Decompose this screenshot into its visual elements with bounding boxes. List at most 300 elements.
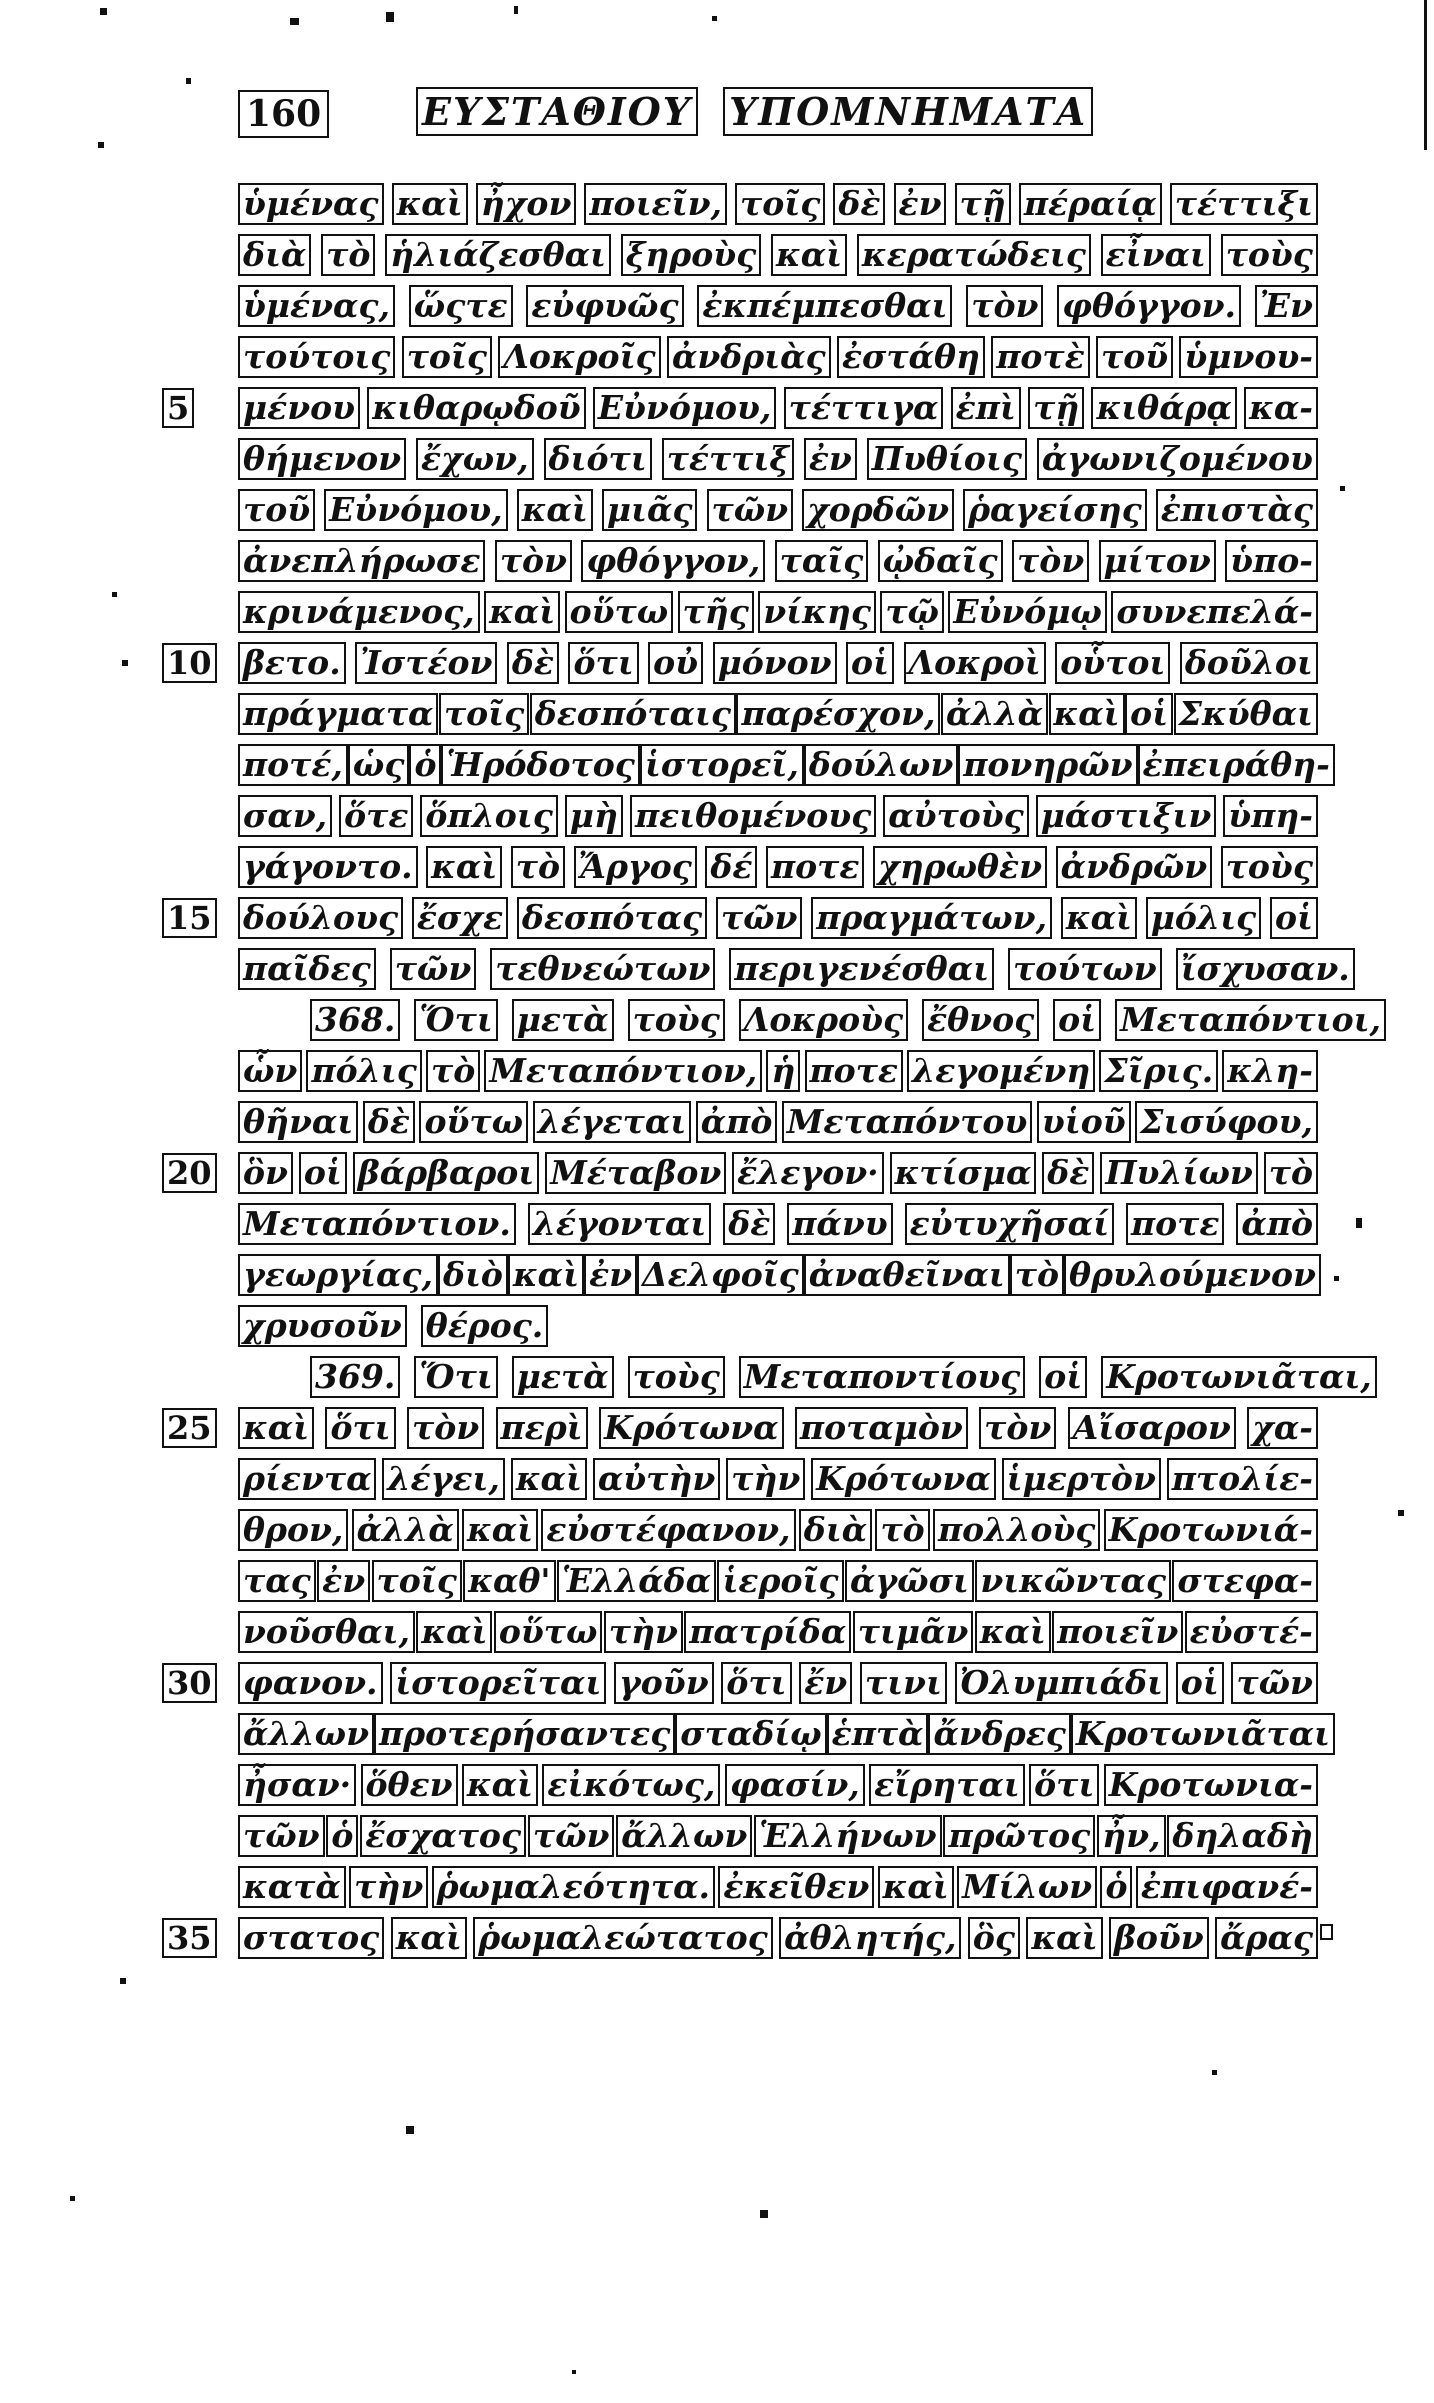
word: ἄλλων [616, 1815, 752, 1857]
word: οὕτω [419, 1101, 528, 1143]
word: ἐν [804, 438, 857, 480]
word: φθόγγον, [581, 540, 765, 582]
word: ἱστορεῖται [390, 1662, 606, 1704]
word: διὰ [238, 234, 311, 276]
word: ἀναθεῖναι [804, 1254, 1010, 1296]
word: φασίν, [725, 1764, 865, 1806]
word: βάρβαροι [353, 1152, 540, 1194]
text-line [238, 280, 1318, 331]
word: βοῦν [1109, 1917, 1209, 1959]
word: ὑμένας, [238, 285, 395, 327]
word: κτίσμα [890, 1152, 1037, 1194]
word: υἱοῦ [1037, 1101, 1131, 1143]
word: νικῶντας [975, 1560, 1171, 1602]
word: Μεταποντίους [739, 1356, 1025, 1398]
word: ἀλλὰ [352, 1509, 459, 1551]
word: τὸ [321, 234, 375, 276]
word: ξηροὺς [621, 234, 762, 276]
word: δούλους [238, 897, 403, 939]
word: τέττιξι [1170, 183, 1318, 225]
word: ἐν [317, 1560, 370, 1602]
scan-speck [1320, 1924, 1333, 1940]
text-line [238, 1504, 1318, 1555]
word: χα- [1247, 1407, 1318, 1449]
word: στατος [238, 1917, 384, 1959]
word: καὶ [1026, 1917, 1102, 1959]
word: πέραίᾳ [1019, 183, 1162, 225]
word: τῇ [955, 183, 1011, 225]
word: ἀπὸ [696, 1101, 778, 1143]
running-head [416, 90, 1103, 134]
word: τὴν [349, 1866, 428, 1908]
word: τῶν [528, 1815, 615, 1857]
text-line [238, 1708, 1330, 1759]
word: καὶ [462, 1764, 538, 1806]
word: ὡς [348, 744, 410, 786]
word: μόλις [1146, 897, 1261, 939]
word: μετὰ [512, 999, 614, 1041]
word: τῶν [716, 897, 803, 939]
word: ἄλλων [238, 1713, 374, 1755]
scan-speck [1340, 486, 1345, 491]
word: ποτὲ [991, 336, 1089, 378]
word: ὁ [409, 744, 441, 786]
word: καὶ [517, 489, 593, 531]
word: ἀγωνιζομένου [1037, 438, 1318, 480]
word: τας [238, 1560, 316, 1602]
word: δεσπότας [517, 897, 707, 939]
word: μένου [238, 387, 360, 429]
word: καὶ [511, 1458, 587, 1500]
text-line [238, 229, 1318, 280]
word: Σῖρις. [1099, 1050, 1218, 1092]
word: ἀλλὰ [941, 693, 1048, 735]
word: βετο. [238, 642, 346, 684]
word: συνεπελά- [1111, 591, 1318, 633]
word: τοῖς [372, 1560, 462, 1602]
word: πολλοὺς [933, 1509, 1100, 1551]
word: οὕτω [565, 591, 674, 633]
word: φανον. [238, 1662, 383, 1704]
word: ὅτι [1029, 1764, 1099, 1806]
text-line [238, 1759, 1318, 1810]
word: λέγεται [533, 1101, 692, 1143]
word: Ἰστέον [355, 642, 497, 684]
word: ἀνδρῶν [1056, 846, 1213, 888]
word: ἐπειράθη- [1138, 744, 1335, 786]
word: τινι [860, 1662, 947, 1704]
word: φθόγγον. [1057, 285, 1241, 327]
word: ὥςτε [409, 285, 513, 327]
word: Ὀλυμπιάδι [955, 1662, 1168, 1704]
word: δὲ [833, 183, 885, 225]
scan-speck [100, 8, 107, 15]
word: ποτε [805, 1050, 903, 1092]
word: Μέταβον [545, 1152, 726, 1194]
word: τοῖς [735, 183, 825, 225]
word: εὐτυχῆσαί [905, 1203, 1114, 1245]
word: ἦσαν· [238, 1764, 356, 1806]
word: ποτε [1126, 1203, 1224, 1245]
line-number: 20 [162, 1153, 217, 1193]
word: αὐτοὺς [883, 795, 1029, 837]
word: παῖδες [238, 948, 376, 990]
text-line [238, 586, 1318, 637]
word: οὗτοι [1055, 642, 1170, 684]
scan-speck [386, 12, 394, 22]
text-line [238, 1045, 1318, 1096]
word: ἄνδρες [928, 1713, 1070, 1755]
word: τοὺς [1221, 846, 1318, 888]
word: ἐστάθη [837, 336, 985, 378]
word: τὸν [495, 540, 572, 582]
word: τῶν [707, 489, 794, 531]
word: ὅθεν [361, 1764, 458, 1806]
page-header [238, 90, 1318, 142]
word: δὲ [507, 642, 559, 684]
word: Μεταπόντιοι, [1115, 999, 1386, 1041]
scan-speck [514, 6, 518, 14]
word: τῶν [1231, 1662, 1318, 1704]
word: οἱ [1176, 1662, 1224, 1704]
word: θήμενον [238, 438, 406, 480]
word: ἔσχε [412, 897, 508, 939]
word: οἱ [1125, 693, 1173, 735]
word: θρον, [238, 1509, 348, 1551]
word: ποτε [766, 846, 864, 888]
word: τῷ [880, 591, 944, 633]
word: κερατώδεις [857, 234, 1091, 276]
word: ὑμνου- [1179, 336, 1318, 378]
word: ἑπτὰ [827, 1713, 929, 1755]
word: Κροτωνιά- [1104, 1509, 1318, 1551]
text-line [167, 382, 1318, 433]
word: κα- [1244, 387, 1318, 429]
text-line [167, 1402, 1318, 1453]
text-line [238, 484, 1318, 535]
word: τέττιξ [662, 438, 794, 480]
word: Πυθίοις [867, 438, 1027, 480]
word: ἐν [584, 1254, 637, 1296]
word: θέρος. [421, 1305, 549, 1347]
word: Ἐν [1255, 285, 1318, 327]
word: ὅτε [339, 795, 413, 837]
word: καὶ [975, 1611, 1051, 1653]
word: δὲ [1042, 1152, 1094, 1194]
word: οἱ [846, 642, 894, 684]
word: καὶ [508, 1254, 584, 1296]
text-line [238, 688, 1318, 739]
word: γεωργίας, [238, 1254, 438, 1296]
word: γοῦν [614, 1662, 714, 1704]
word: μόνον [713, 642, 837, 684]
scan-speck [1212, 2070, 1217, 2075]
word: ἱστορεῖ, [640, 744, 804, 786]
word: τοῖς [402, 336, 492, 378]
word: οὐ [648, 642, 703, 684]
word: κατὰ [238, 1866, 346, 1908]
word: ἐν [894, 183, 947, 225]
word: πονηρῶν [958, 744, 1137, 786]
word: ἔν [799, 1662, 852, 1704]
text-line [238, 433, 1318, 484]
text-line [167, 1147, 1318, 1198]
word: γάγοντο. [238, 846, 418, 888]
scan-speck [406, 2126, 414, 2134]
scan-speck [290, 18, 299, 25]
word: ἀνδριὰς [667, 336, 831, 378]
word: δεσπόταις [530, 693, 736, 735]
word: ἔσχατος [360, 1815, 526, 1857]
word: τοὺς [628, 1356, 725, 1398]
word: ἀνεπλήρωσε [238, 540, 485, 582]
word: τοῖς [439, 693, 529, 735]
scan-speck [1334, 1276, 1339, 1281]
word: τῇ [1028, 387, 1084, 429]
text-line [238, 1351, 1372, 1402]
word: πτολίε- [1167, 1458, 1318, 1500]
word: οἱ [1270, 897, 1318, 939]
word: οἱ [1039, 1356, 1087, 1398]
word: 368. [310, 999, 400, 1041]
word: εἰκότως, [542, 1764, 720, 1806]
word: τὴν [604, 1611, 683, 1653]
word: ἱεροῖς [717, 1560, 843, 1602]
word: Μεταπόντιον, [484, 1050, 762, 1092]
word: ποιεῖν [1052, 1611, 1183, 1653]
word: θρυλούμενον [1064, 1254, 1321, 1296]
text-line [238, 1198, 1318, 1249]
word: Αἴσαρον [1068, 1407, 1236, 1449]
word: Κροτωνια- [1104, 1764, 1318, 1806]
page-number: 160 [238, 90, 329, 138]
line-number: 15 [162, 898, 217, 938]
word: μὴ [565, 795, 623, 837]
word: Κροτωνιᾶται, [1101, 1356, 1377, 1398]
word: στεφα- [1172, 1560, 1318, 1602]
text-line [167, 1912, 1318, 1963]
word: λέγει, [382, 1458, 505, 1500]
word: ὁ [326, 1815, 358, 1857]
word: ὅτι [721, 1662, 791, 1704]
word: τεθνεώτων [490, 948, 715, 990]
word: σαν, [238, 795, 332, 837]
line-number: 35 [162, 1918, 217, 1958]
word: οἱ [1053, 999, 1101, 1041]
line-number: 5 [162, 388, 194, 428]
text-line [238, 943, 1350, 994]
text-line [238, 790, 1318, 841]
word: καὶ [238, 1407, 314, 1449]
scan-speck [186, 78, 191, 84]
word: ἴσχυσαν. [1176, 948, 1355, 990]
word: διότι [544, 438, 652, 480]
word: κιθάρᾳ [1091, 387, 1236, 429]
word: ᾠδαῖς [878, 540, 1003, 582]
text-line [238, 535, 1318, 586]
word: ποτέ, [238, 744, 348, 786]
word: τέττιγα [784, 387, 944, 429]
word: Σισύφου, [1135, 1101, 1318, 1143]
word: περὶ [496, 1407, 588, 1449]
word: καὶ [484, 591, 560, 633]
scan-speck [712, 16, 717, 21]
word: Ἑλλήνων [754, 1815, 941, 1857]
word: Λοκροῖς [498, 336, 660, 378]
word: 369. [310, 1356, 400, 1398]
word: ὧν [238, 1050, 302, 1092]
word: χηρωθὲν [873, 846, 1047, 888]
word: πατρίδα [684, 1611, 851, 1653]
word: τῶν [390, 948, 477, 990]
word: ὁ [1100, 1866, 1132, 1908]
word: παρέσχον, [736, 693, 940, 735]
word: Εὐνόμου, [324, 489, 508, 531]
word: προτερήσαντες [374, 1713, 675, 1755]
word: τὸν [979, 1407, 1056, 1449]
word: ἀθλητής, [779, 1917, 961, 1959]
word: ὑμένας [238, 183, 384, 225]
word: καὶ [771, 234, 847, 276]
word: εἶναι [1101, 234, 1211, 276]
word: τοὺς [628, 999, 725, 1041]
word: αὐτὴν [593, 1458, 720, 1500]
page-edge-line [1424, 0, 1427, 150]
word: νοῦσθαι, [238, 1611, 415, 1653]
word: εἴρηται [869, 1764, 1025, 1806]
line-number: 10 [162, 643, 217, 683]
word: εὐστέ- [1185, 1611, 1318, 1653]
word: ῥαγείσης [963, 489, 1147, 531]
word: Ἄργος [574, 846, 697, 888]
scan-speck [112, 592, 117, 597]
word: ἱμερτὸν [1002, 1458, 1161, 1500]
word: Μεταπόντιον. [238, 1203, 516, 1245]
word: τὸ [875, 1509, 929, 1551]
word: ἐκεῖθεν [718, 1866, 874, 1908]
text-line [238, 739, 1330, 790]
word: Πυλίων [1100, 1152, 1258, 1194]
text-line [238, 994, 1382, 1045]
text-line [238, 1096, 1318, 1147]
word: ἦν, [1097, 1815, 1165, 1857]
line-number: 30 [162, 1663, 217, 1703]
word: χορδῶν [802, 489, 954, 531]
word: καθ' [463, 1560, 555, 1602]
text-line [238, 1810, 1318, 1861]
word: Εὐνόμῳ [948, 591, 1107, 633]
text-line [238, 1555, 1318, 1606]
word: ἄρας [1215, 1917, 1318, 1959]
word: δηλαδὴ [1167, 1815, 1318, 1857]
word: ἐπὶ [951, 387, 1021, 429]
word: Κρότωνα [599, 1407, 784, 1449]
text-line [238, 178, 1318, 229]
word: καὶ [878, 1866, 954, 1908]
text-line [167, 637, 1318, 688]
word: ὃν [238, 1152, 293, 1194]
word: καὶ [392, 183, 468, 225]
word: δὲ [363, 1101, 415, 1143]
word: τὴν [726, 1458, 805, 1500]
word: μάστιξιν [1036, 795, 1216, 837]
word: τῶν [238, 1815, 325, 1857]
text-line [238, 1300, 1318, 1351]
word: πόλις [306, 1050, 421, 1092]
word: κιθαρῳδοῦ [367, 387, 585, 429]
word: ἦχον [476, 183, 577, 225]
word: καὶ [391, 1917, 467, 1959]
text-line [238, 1606, 1318, 1657]
word: οἱ [299, 1152, 347, 1194]
word: ἔλεγον· [732, 1152, 883, 1194]
word: τὸν [966, 285, 1043, 327]
word: τὸ [426, 1050, 480, 1092]
word: κρινάμενος, [238, 591, 480, 633]
running-head-word: ΥΠΟΜΝΗΜΑΤΑ [723, 87, 1093, 136]
word: σταδίῳ [675, 1713, 826, 1755]
word: ρίεντα [238, 1458, 376, 1500]
word: Δελφοῖς [637, 1254, 804, 1296]
word: κλη- [1222, 1050, 1318, 1092]
scan-speck [70, 2196, 75, 2201]
word: ποταμὸν [795, 1407, 968, 1449]
word: ὑπη- [1223, 795, 1318, 837]
word: ἡλιάζεσθαι [385, 234, 611, 276]
word: θῆναι [238, 1101, 358, 1143]
word: διὸ [438, 1254, 508, 1296]
word: πάνυ [787, 1203, 892, 1245]
word: ταῖς [775, 540, 869, 582]
text-line [167, 892, 1318, 943]
word: ὑπο- [1225, 540, 1318, 582]
word: ἐκπέμπεσθαι [697, 285, 952, 327]
word: τὸν [407, 1407, 484, 1449]
word: τὸ [1010, 1254, 1064, 1296]
word: τιμᾶν [853, 1611, 974, 1653]
word: Μεταπόντου [782, 1101, 1032, 1143]
word: ἐπιστὰς [1156, 489, 1318, 531]
word: πειθομένους [630, 795, 876, 837]
word: δοῦλοι [1180, 642, 1318, 684]
text-line [238, 1249, 1318, 1300]
word: ἔθνος [922, 999, 1039, 1041]
word: οὕτω [494, 1611, 603, 1653]
word: τοῦ [1096, 336, 1173, 378]
word: ὃς [968, 1917, 1020, 1959]
word: νίκης [758, 591, 876, 633]
word: Λοκροὶ [904, 642, 1046, 684]
text-line [238, 331, 1318, 382]
text-line [238, 1861, 1318, 1912]
word: Εὐνόμου, [593, 387, 777, 429]
word: δέ [705, 846, 757, 888]
word: Σκύθαι [1174, 693, 1318, 735]
word: ἀγῶσι [845, 1560, 974, 1602]
word: Ὅτι [414, 999, 497, 1041]
word: τὸ [1264, 1152, 1318, 1194]
word: τοῦ [238, 489, 315, 531]
word: ῥωμαλεώτατος [473, 1917, 772, 1959]
word: λέγονται [528, 1203, 711, 1245]
word: πραγμάτων, [811, 897, 1052, 939]
word: μιᾶς [602, 489, 698, 531]
word: ἔχων, [416, 438, 534, 480]
word: δούλων [804, 744, 958, 786]
scan-speck [572, 2370, 576, 2374]
word: περιγενέσθαι [729, 948, 994, 990]
word: ἡ [766, 1050, 800, 1092]
